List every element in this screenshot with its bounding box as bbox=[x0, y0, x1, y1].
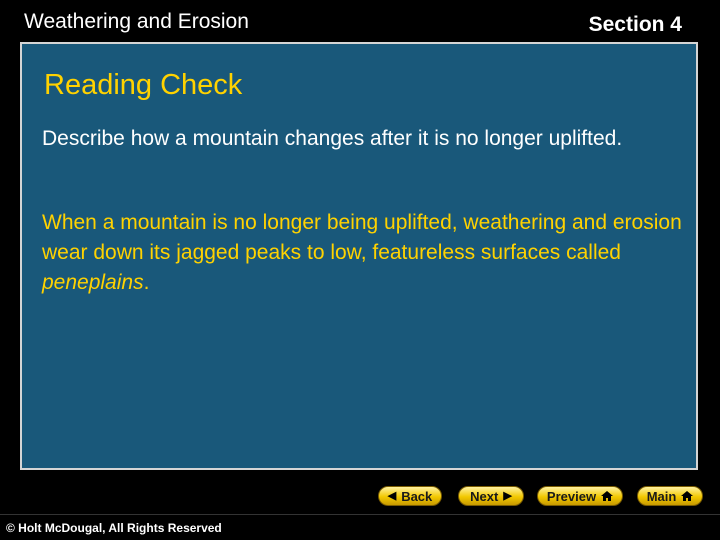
question-text: Describe how a mountain changes after it is no longer uplifted. bbox=[42, 127, 623, 150]
section-label: Section 4 bbox=[588, 13, 682, 36]
copyright: © Holt McDougal, All Rights Reserved bbox=[6, 521, 222, 535]
home-icon bbox=[601, 491, 613, 501]
answer-end: . bbox=[143, 271, 150, 294]
answer-text bbox=[42, 208, 692, 298]
answer-term: peneplains bbox=[42, 271, 144, 294]
main-button[interactable] bbox=[637, 486, 703, 506]
footer-divider bbox=[0, 514, 720, 515]
back-button[interactable] bbox=[378, 486, 442, 506]
chevron-left-icon: ◀ bbox=[387, 489, 397, 502]
preview-button[interactable] bbox=[537, 486, 623, 506]
chapter-title: Weathering and Erosion bbox=[24, 10, 249, 33]
next-button[interactable] bbox=[458, 486, 524, 506]
chevron-right-icon: ▶ bbox=[503, 489, 512, 502]
next-label: Next bbox=[470, 488, 499, 504]
home-icon bbox=[681, 491, 693, 501]
preview-label: Preview bbox=[546, 488, 597, 504]
back-label: Back bbox=[401, 488, 433, 504]
reading-check-heading: Reading Check bbox=[44, 69, 243, 101]
answer-body: When a mountain is no longer being uplifted, weathering and erosion wear down its jagged peaks to low, featureless surfaces called bbox=[42, 211, 682, 264]
content-panel bbox=[20, 42, 698, 470]
main-label: Main bbox=[646, 488, 677, 504]
